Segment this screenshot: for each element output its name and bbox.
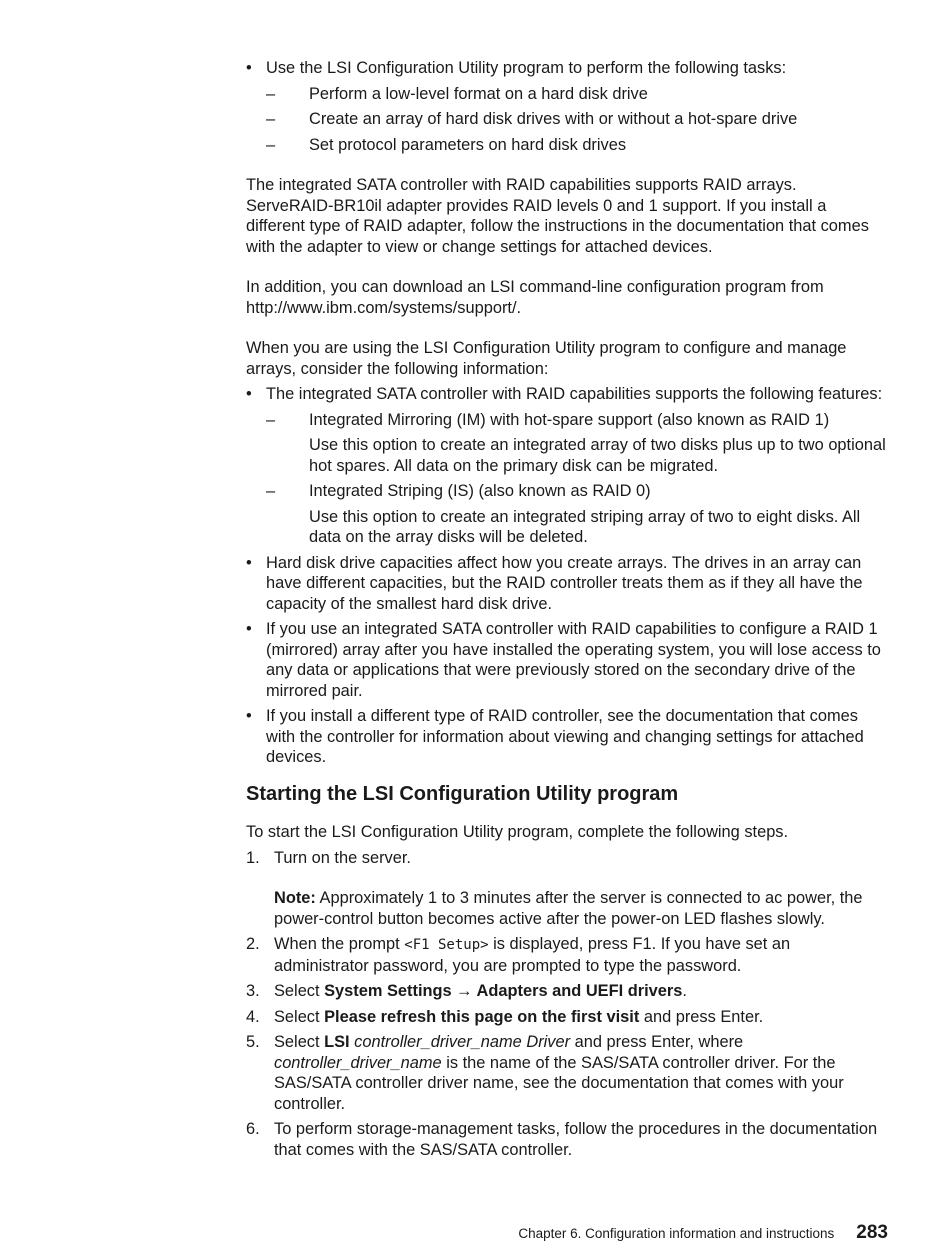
feature-description: Use this option to create an integrated striping array of two to eight disks. All data on the array disks will be deleted. [309,507,861,546]
step-text [274,981,886,1002]
feature-title: Integrated Mirroring (IM) with hot-spare support (also known as RAID 1) [309,410,830,429]
page-number: 283 [856,1222,888,1243]
paragraph: When you are using the LSI Configuration Utility program to configure and manage arrays, consider the following information: [246,339,847,378]
bullet-mark: • [246,620,252,638]
step-item [246,1032,886,1114]
bullet-text: The integrated SATA controller with RAID capabilities supports the following features: [266,385,883,403]
dash-text: Perform a low-level format on a hard disk drive [309,84,648,103]
text-run: . [682,982,687,1001]
step-text: Turn on the server. [274,848,411,867]
dash-list [266,84,886,156]
list-item [246,619,886,701]
list-item [246,384,886,548]
list-item [246,481,886,548]
menu-path: System Settings → Adapters and UEFI drivers [324,982,683,1001]
bullet-mark: • [246,59,252,77]
text-run: and press Enter, where [570,1033,744,1052]
dash-mark: – [266,110,276,128]
text-run: Select [274,1033,325,1052]
step-text [274,934,886,976]
dash-mark: – [266,135,276,154]
text-run: When the prompt [274,935,405,954]
step-item [246,1007,886,1028]
list-item [246,135,886,156]
step-item [246,981,886,1002]
document-body [246,58,886,1160]
step-number: 5. [246,1033,260,1052]
section-heading: Starting the LSI Configuration Utility program [246,782,679,805]
dash-mark: – [266,482,276,500]
step-text [274,1007,886,1028]
step-number: 4. [246,1007,260,1026]
text-run: and press Enter. [639,1007,764,1026]
bullet-text: If you install a different type of RAID controller, see the documentation that comes with the controller for information about viewing and changing settings for attached devices. [266,707,864,766]
step-item [246,1119,886,1160]
dash-mark: – [266,410,276,429]
note-label: Note: [274,889,316,908]
dash-text: Set protocol parameters on hard disk drives [309,135,627,154]
list-item [246,109,886,130]
text-run: Select [274,982,325,1001]
list-item [246,553,886,615]
dash-list [266,410,886,548]
note-text: Approximately 1 to 3 minutes after the server is connected to ac power, the power-control button becomes active after the power-on LED flashes slowly. [274,889,863,928]
list-item [246,58,886,155]
step-number: 6. [246,1120,260,1139]
bullet-mark: • [246,553,252,572]
list-item [246,84,886,105]
section-intro: To start the LSI Configuration Utility program, complete the following steps. [246,823,789,842]
text-run: is the name of the SAS/SATA controller driver. For the SAS/SATA controller driver name, see the documentation that comes with your controller. [274,1053,844,1113]
step-number: 3. [246,982,260,1001]
bullet-mark: • [246,707,252,725]
feature-title: Integrated Striping (IS) (also known as RAID 0) [309,482,651,500]
step-item [246,934,886,976]
menu-item: LSI [324,1033,350,1052]
bullet-text: Hard disk drive capacities affect how you create arrays. The drives in an array can have different capacities, but the RAID controller treats them as if they all have the capacity of the smallest hard disk drive. [266,553,863,613]
paragraph: In addition, you can download an LSI command-line configuration program from http://www.ibm.com/systems/support/. [246,278,824,317]
variable-name: controller_driver_name Driver [354,1033,571,1052]
paragraph: The integrated SATA controller with RAID capabilities supports RAID arrays. ServeRAID-BR10il adapter provides RAID levels 0 and 1 support. If you install a different type of RAID adapter, follow the instructions in the documentation that comes with the adapter to view or change settings for attached devices. [246,176,869,256]
bullet-text: If you use an integrated SATA controller with RAID capabilities to configure a RAID 1 (mirrored) array after you have installed the operating system, you will lose access to any data or applications that were previously stored on the secondary drive of the mirrored pair. [266,620,881,700]
note [274,888,886,929]
variable-name: controller_driver_name [274,1053,442,1072]
step-number: 1. [246,848,260,867]
page-footer [518,1222,888,1244]
bullet-text: Use the LSI Configuration Utility program to perform the following tasks: [266,59,787,77]
dash-text: Create an array of hard disk drives with or without a hot-spare drive [309,110,798,128]
text-run: Select [274,1007,325,1026]
step-text: To perform storage-management tasks, follow the procedures in the documentation that comes with the SAS/SATA controller. [274,1120,878,1159]
list-item [246,410,886,477]
list-item [246,706,886,768]
chapter-label: Chapter 6. Configuration information and instructions [518,1226,835,1241]
step-number: 2. [246,935,260,954]
feature-description: Use this option to create an integrated array of two disks plus up to two optional hot spares. All data on the primary disk can be migrated. [309,436,886,475]
step-text [274,1032,886,1114]
code-prompt: <F1 Setup> [404,937,489,954]
menu-item: Please refresh this page on the first visit [324,1007,640,1026]
step-item [246,848,886,930]
dash-mark: – [266,84,276,103]
text-run: is displayed, press F1. If you have set an administrator password, you are prompted to type the password. [274,935,791,975]
bullet-mark: • [246,385,252,403]
